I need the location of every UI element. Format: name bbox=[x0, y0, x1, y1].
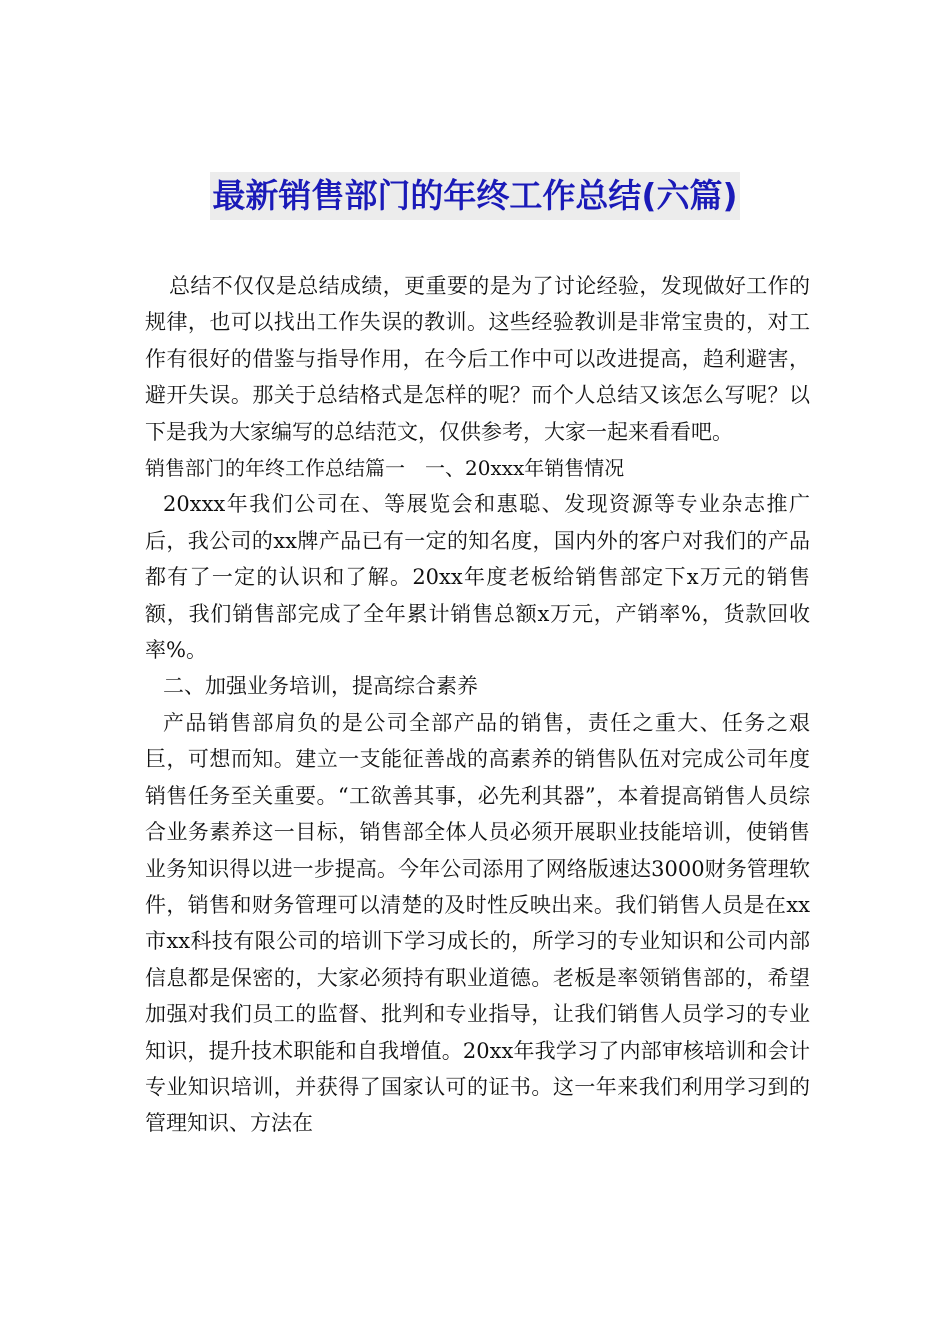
document-title bbox=[0, 172, 950, 220]
document-title-text: 最新销售部门的年终工作总结(六篇) bbox=[210, 172, 739, 220]
sales-paragraph: 20xxx年我们公司在、等展览会和惠聪、发现资源等专业杂志推广后，我公司的xx牌产品已有一定的知名度，国内外的客户对我们的产品都有了一定的认识和了解。20xx年度老板给销售部定下x万元的销售额，我们销售部完成了全年累计销售总额x万元，产销率%，货款回收率%。 bbox=[145, 492, 810, 663]
document-body bbox=[145, 268, 810, 1142]
subsection-heading: 二、加强业务培训，提高综合素养 bbox=[163, 674, 478, 699]
training-paragraph: 产品销售部肩负的是公司全部产品的销售，责任之重大、任务之艰巨，可想而知。建立一支能征善战的高素养的销售队伍对完成公司年度销售任务至关重要。“工欲善其事，必先利其器”，本着提高销售人员综合业务素养这一目标，销售部全体人员必须开展职业技能培训，使销售业务知识得以进一步提高。今年公司添用了网络版速达3000财务管理软件，销售和财务管理可以清楚的及时性反映出来。我们销售人员是在xx市xx科技有限公司的培训下学习成长的，所学习的专业知识和公司内部信息都是保密的，大家必须持有职业道德。老板是率领销售部的，希望加强对我们员工的监督、批判和专业指导，让我们销售人员学习的专业知识，提升技术职能和自我增值。20xx年我学习了内部审核培训和会计专业知识培训，并获得了国家认可的证书。这一年来我们利用学习到的管理知识、方法在 bbox=[145, 710, 810, 1136]
section-heading: 销售部门的年终工作总结篇一 一、20xxx年销售情况 bbox=[145, 456, 625, 481]
intro-paragraph: 总结不仅仅是总结成绩，更重要的是为了讨论经验，发现做好工作的规律，也可以找出工作失误的教训。这些经验教训是非常宝贵的，对工作有很好的借鉴与指导作用，在今后工作中可以改进提高，趋利避害，避开失误。那关于总结格式是怎样的呢？而个人总结又该怎么写呢？以下是我为大家编写的总结范文，仅供参考，大家一起来看看吧。 bbox=[145, 274, 810, 444]
